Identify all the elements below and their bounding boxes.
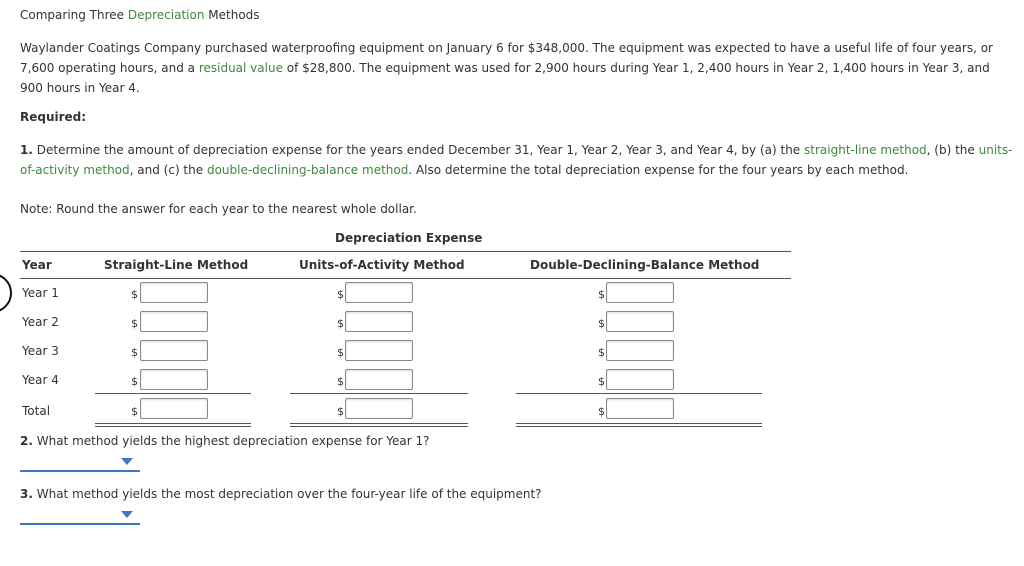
chevron-down-icon: [121, 458, 133, 465]
currency-symbol: $: [337, 288, 344, 301]
question-1-text-3: , and (c) the: [129, 163, 207, 177]
units-of-activity-total-input[interactable]: [345, 398, 413, 419]
depreciation-link[interactable]: Depreciation: [127, 8, 205, 22]
double-declining-double-rule-2: [516, 426, 762, 427]
required-heading: Required:: [20, 110, 87, 124]
chevron-down-icon: [121, 511, 133, 518]
double-declining-total-input[interactable]: [606, 398, 674, 419]
currency-symbol: $: [598, 346, 605, 359]
problem-description: [20, 38, 1015, 98]
row-label-year-2: Year 2: [22, 315, 59, 329]
problem-text-2: of $28,800. The equipment was used for 2,900 hours during Year 1, 2,400 hours in Year 2, 1,400 hours in Year 3, and 900 hours in Year 4.: [20, 61, 990, 95]
currency-symbol: $: [598, 405, 605, 418]
units-of-activity-double-rule-1: [290, 423, 468, 424]
currency-symbol: $: [337, 346, 344, 359]
residual-value-link[interactable]: residual value: [198, 61, 283, 75]
column-header-double-declining: Double-Declining-Balance Method: [530, 258, 760, 272]
currency-symbol: $: [337, 375, 344, 388]
units-of-activity-year-1-input[interactable]: [345, 282, 413, 303]
currency-symbol: $: [131, 288, 138, 301]
row-label-total: Total: [22, 404, 51, 418]
currency-symbol: $: [337, 317, 344, 330]
question-3-number: 3.: [20, 487, 33, 501]
straight-line-total-rule: [95, 393, 251, 394]
question-1: [20, 140, 1020, 180]
row-label-year-3: Year 3: [22, 344, 59, 358]
units-of-activity-double-rule-2: [290, 426, 468, 427]
question-2: [20, 434, 430, 448]
question-1-text-4: . Also determine the total depreciation expense for the four years by each method.: [408, 163, 909, 177]
currency-symbol: $: [598, 288, 605, 301]
currency-symbol: $: [131, 375, 138, 388]
double-declining-year-2-input[interactable]: [606, 311, 674, 332]
question-3: [20, 487, 542, 501]
units-of-activity-year-3-input[interactable]: [345, 340, 413, 361]
double-declining-total-rule: [516, 393, 762, 394]
straight-line-year-2-input[interactable]: [140, 311, 208, 332]
units-of-activity-link[interactable]: units-of-activity method: [20, 143, 1013, 177]
question-1-text-2: , (b) the: [926, 143, 979, 157]
title-text-post: Methods: [204, 8, 260, 22]
double-declining-year-4-input[interactable]: [606, 369, 674, 390]
row-label-year-4: Year 4: [22, 373, 59, 387]
straight-line-double-rule-2: [95, 426, 251, 427]
double-declining-year-1-input[interactable]: [606, 282, 674, 303]
straight-line-link[interactable]: straight-line method: [804, 143, 927, 157]
units-of-activity-year-2-input[interactable]: [345, 311, 413, 332]
currency-symbol: $: [131, 405, 138, 418]
question-2-number: 2.: [20, 434, 33, 448]
rounding-note: Note: Round the answer for each year to the nearest whole dollar.: [20, 202, 417, 216]
column-header-units-of-activity: Units-of-Activity Method: [299, 258, 465, 272]
double-declining-year-3-input[interactable]: [606, 340, 674, 361]
question-1-text-1: Determine the amount of depreciation expense for the years ended December 31, Year 1, Year 2, Year 3, and Year 4, by (a) the: [32, 143, 805, 157]
question-3-text: What method yields the most depreciation over the four-year life of the equipment?: [32, 487, 542, 501]
table-top-rule: [20, 251, 791, 252]
table-header-rule: [20, 278, 791, 279]
currency-symbol: $: [337, 405, 344, 418]
straight-line-year-3-input[interactable]: [140, 340, 208, 361]
units-of-activity-year-4-input[interactable]: [345, 369, 413, 390]
currency-symbol: $: [131, 317, 138, 330]
straight-line-year-4-input[interactable]: [140, 369, 208, 390]
column-header-year: Year: [22, 258, 52, 272]
dropdown-underline: [20, 470, 140, 472]
straight-line-double-rule-1: [95, 423, 251, 424]
straight-line-year-1-input[interactable]: [140, 282, 208, 303]
question-2-text: What method yields the highest depreciation expense for Year 1?: [32, 434, 430, 448]
annotation-circle: [0, 273, 12, 313]
question-3-dropdown[interactable]: [20, 505, 140, 527]
depreciation-expense-header: Depreciation Expense: [335, 231, 483, 245]
question-1-number: 1.: [20, 143, 33, 157]
row-label-year-1: Year 1: [22, 286, 59, 300]
currency-symbol: $: [598, 317, 605, 330]
problem-text-1: Waylander Coatings Company purchased waterproofing equipment on January 6 for $348,000. The equipment was expected to have a useful life of four years, or 7,600 operating hours, and a: [20, 41, 993, 75]
question-2-dropdown[interactable]: [20, 452, 140, 474]
currency-symbol: $: [598, 375, 605, 388]
double-declining-balance-link[interactable]: double-declining-balance method: [206, 163, 409, 177]
column-header-straight-line: Straight-Line Method: [104, 258, 249, 272]
currency-symbol: $: [131, 346, 138, 359]
straight-line-total-input[interactable]: [140, 398, 208, 419]
title-text-pre: Comparing Three: [20, 8, 128, 22]
units-of-activity-total-rule: [290, 393, 468, 394]
double-declining-double-rule-1: [516, 423, 762, 424]
page-title: [20, 8, 260, 22]
dropdown-underline: [20, 523, 140, 525]
